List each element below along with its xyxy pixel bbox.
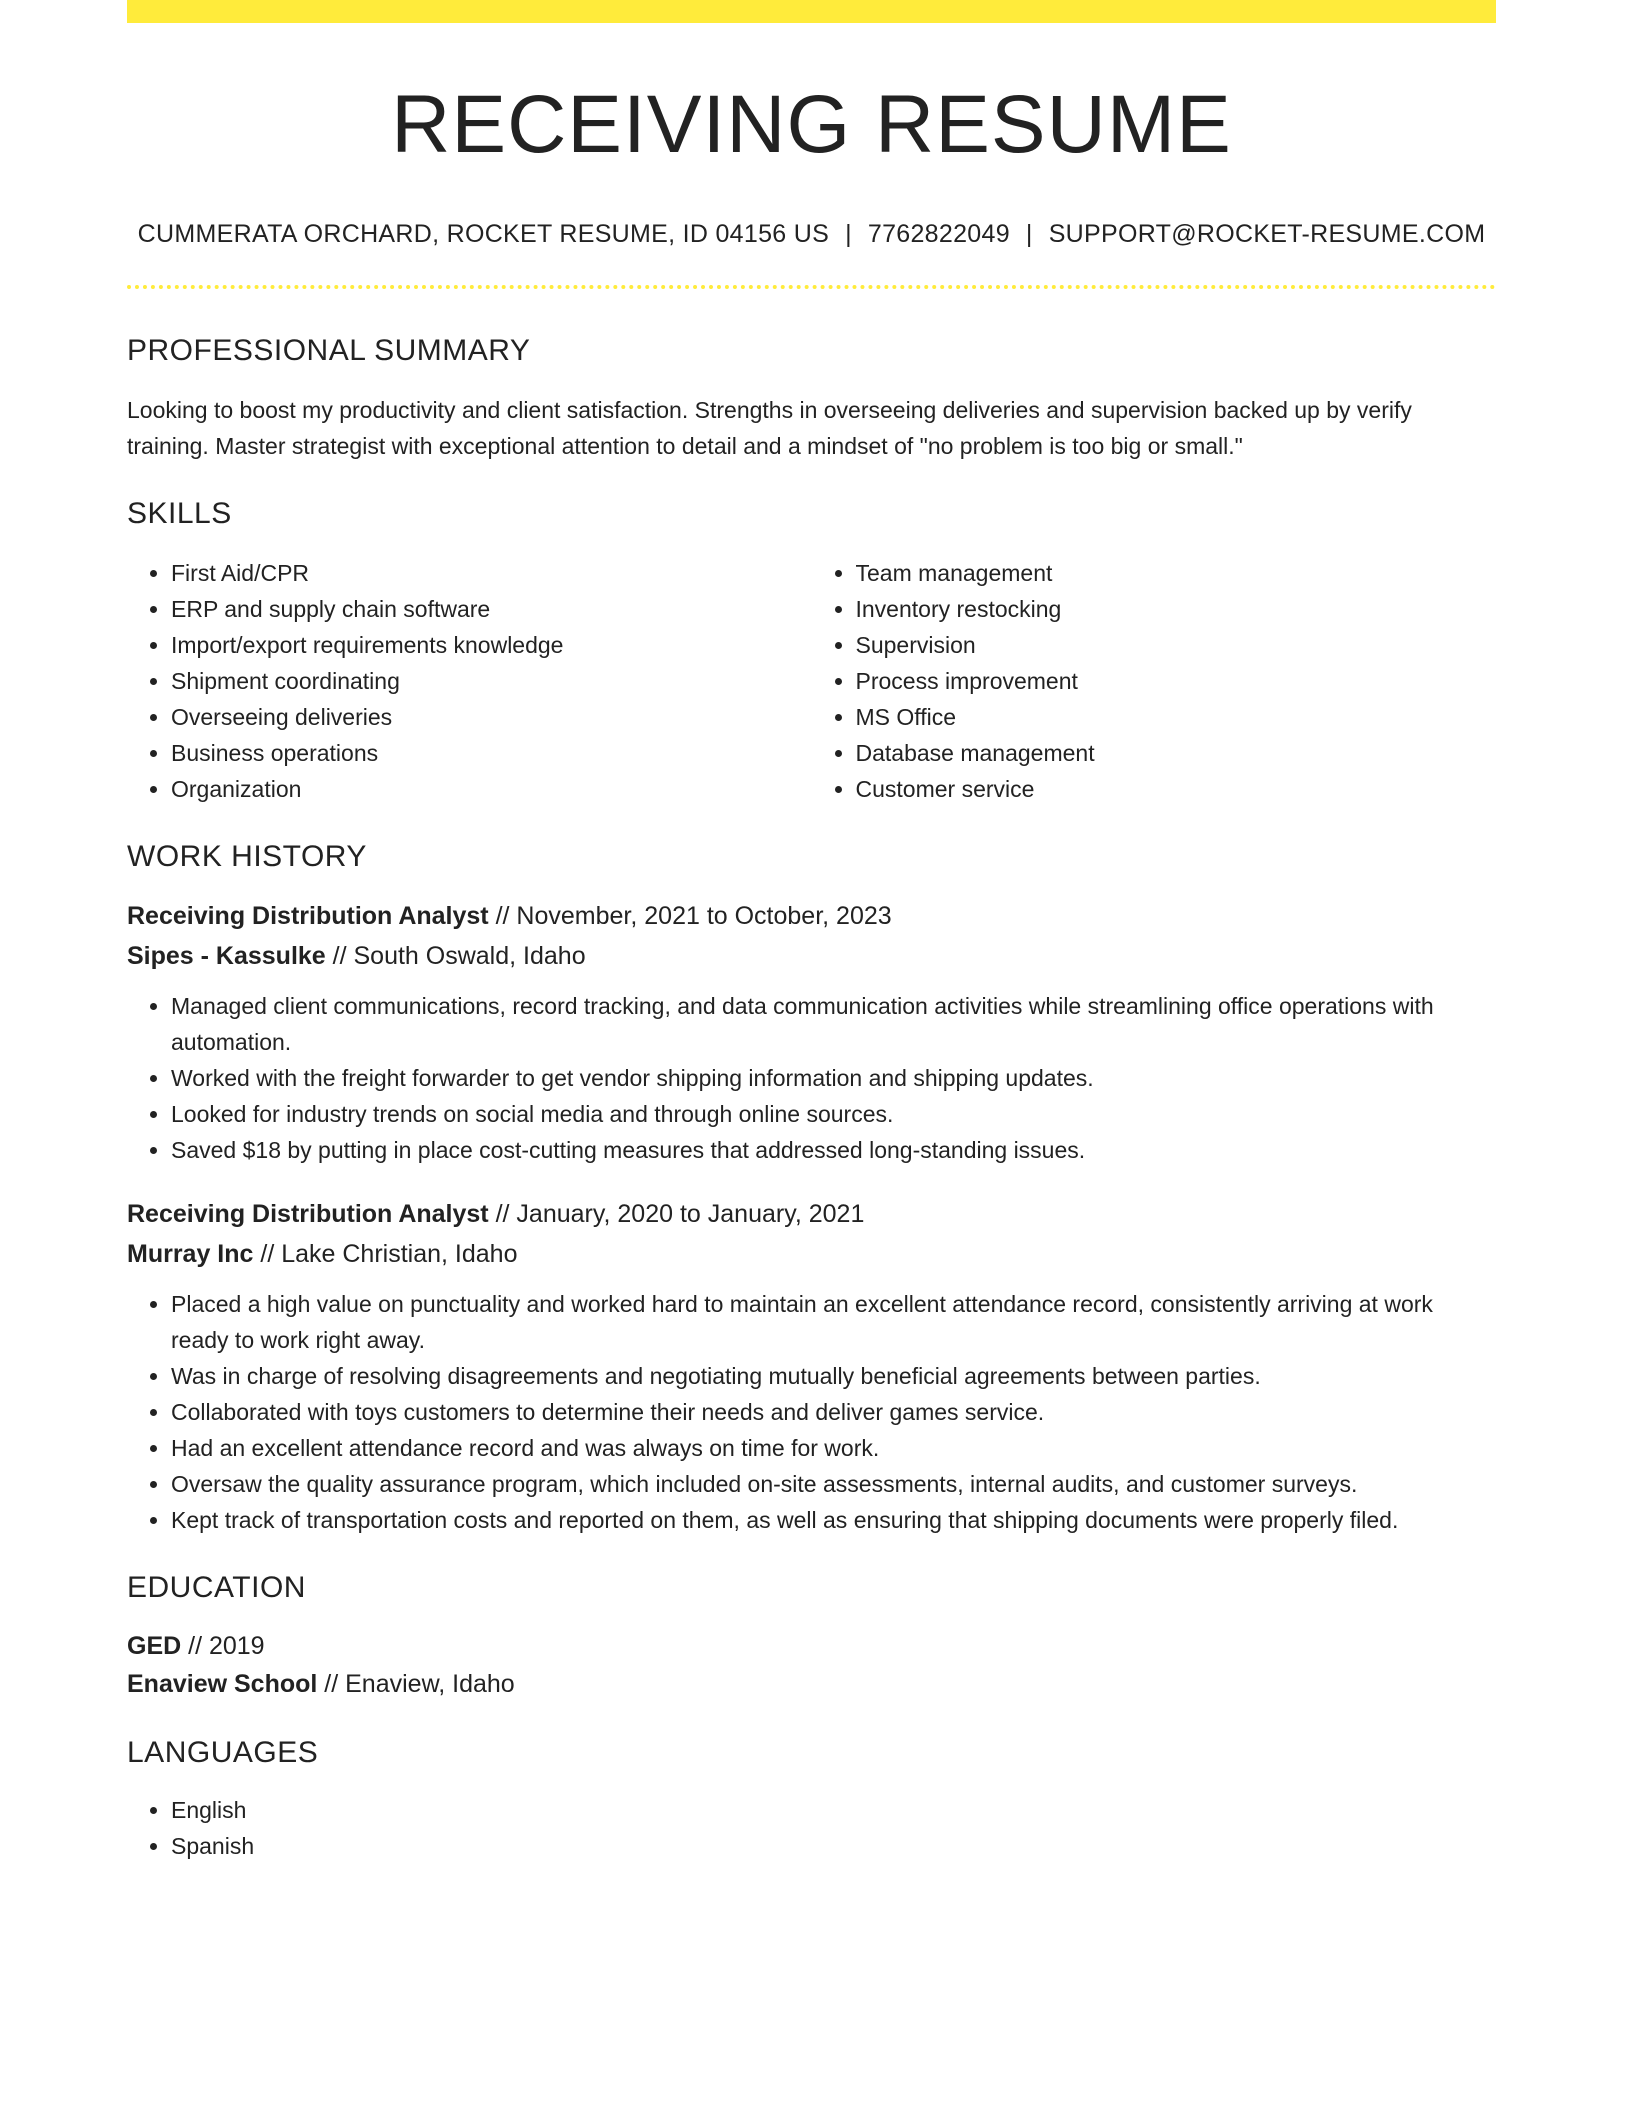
summary-section — [127, 334, 1496, 464]
skill-item: • Database management — [856, 735, 1497, 771]
education-year: // 2019 — [181, 1632, 265, 1660]
job-company: Murray Inc — [127, 1240, 254, 1268]
skill-item: • ERP and supply chain software — [171, 591, 812, 627]
job-company-line — [127, 936, 1496, 976]
education-location: // Enaview, Idaho — [317, 1670, 515, 1698]
job-location: // South Oswald, Idaho — [325, 942, 586, 970]
language-item: • English — [171, 1792, 1496, 1828]
job-entry — [127, 1194, 1496, 1538]
skill-item: • Team management — [856, 555, 1497, 591]
job-bullets — [127, 988, 1496, 1168]
job-bullet: • Kept track of transportation costs and reported on them, as well as ensuring that shipping documents were properly filed. — [171, 1502, 1496, 1538]
job-title: Receiving Distribution Analyst — [127, 1200, 489, 1228]
skill-item: • Import/export requirements knowledge — [171, 627, 812, 663]
resume-page — [127, 0, 1496, 1864]
skill-item: • Shipment coordinating — [171, 663, 812, 699]
skills-grid — [127, 555, 1496, 807]
skill-item: • Supervision — [856, 627, 1497, 663]
job-title: Receiving Distribution Analyst — [127, 902, 489, 930]
contact-phone: 7762822049 — [867, 220, 1010, 248]
job-bullet: • Placed a high value on punctuality and worked hard to maintain an excellent attendance record, consistently arriving at work ready to work right away. — [171, 1286, 1496, 1358]
job-title-line — [127, 1194, 1496, 1234]
job-company: Sipes - Kassulke — [127, 942, 326, 970]
skill-item: • First Aid/CPR — [171, 555, 812, 591]
job-bullets — [127, 1286, 1496, 1538]
work-history-section — [127, 840, 1496, 1538]
summary-heading: PROFESSIONAL SUMMARY — [127, 334, 531, 367]
job-bullet: • Collaborated with toys customers to determine their needs and deliver games service. — [171, 1394, 1496, 1430]
job-dates: // November, 2021 to October, 2023 — [488, 902, 892, 930]
job-bullet: • Was in charge of resolving disagreements and negotiating mutually beneficial agreements between parties. — [171, 1358, 1496, 1394]
job-bullet: • Had an excellent attendance record and was always on time for work. — [171, 1430, 1496, 1466]
education-school: Enaview School — [127, 1670, 318, 1698]
dotted-divider — [127, 285, 1496, 289]
contact-line — [127, 220, 1496, 249]
education-section — [127, 1571, 1496, 1703]
skills-column-right — [812, 555, 1497, 807]
skill-item: • Business operations — [171, 735, 812, 771]
job-bullet: • Oversaw the quality assurance program, which included on-site assessments, internal audits, and customer surveys. — [171, 1466, 1496, 1502]
job-bullet: • Looked for industry trends on social media and through online sources. — [171, 1096, 1496, 1132]
work-history-heading: WORK HISTORY — [127, 840, 367, 873]
education-degree: GED — [127, 1632, 182, 1660]
language-item: • Spanish — [171, 1828, 1496, 1864]
languages-section — [127, 1736, 1496, 1864]
job-company-line — [127, 1234, 1496, 1274]
languages-list — [127, 1792, 1496, 1864]
job-dates: // January, 2020 to January, 2021 — [488, 1200, 865, 1228]
job-bullet: • Saved $18 by putting in place cost-cutting measures that addressed long-standing issues. — [171, 1132, 1496, 1168]
job-bullet: • Managed client communications, record tracking, and data communication activities while streamlining office operations with automation. — [171, 988, 1496, 1060]
education-heading: EDUCATION — [127, 1571, 306, 1604]
skill-item: • MS Office — [856, 699, 1497, 735]
education-degree-line — [127, 1627, 1496, 1665]
education-school-line — [127, 1665, 1496, 1703]
job-bullet: • Worked with the freight forwarder to get vendor shipping information and shipping updates. — [171, 1060, 1496, 1096]
skills-list-right — [812, 555, 1497, 807]
skill-item: • Customer service — [856, 771, 1497, 807]
education-entry — [127, 1627, 1496, 1703]
accent-top-bar — [127, 0, 1496, 23]
contact-separator: | — [845, 220, 852, 248]
skills-heading: SKILLS — [127, 497, 232, 530]
skill-item: • Organization — [171, 771, 812, 807]
skills-column-left — [127, 555, 812, 807]
job-entry — [127, 896, 1496, 1168]
skills-list-left — [127, 555, 812, 807]
job-title-line — [127, 896, 1496, 936]
contact-email: SUPPORT@ROCKET-RESUME.COM — [1048, 220, 1486, 248]
resume-title: RECEIVING RESUME — [391, 79, 1232, 170]
contact-address: CUMMERATA ORCHARD, ROCKET RESUME, ID 04156 US — [137, 220, 830, 248]
job-location: // Lake Christian, Idaho — [253, 1240, 518, 1268]
skill-item: • Inventory restocking — [856, 591, 1497, 627]
languages-heading: LANGUAGES — [127, 1736, 319, 1769]
skill-item: • Process improvement — [856, 663, 1497, 699]
summary-text: Looking to boost my productivity and client satisfaction. Strengths in overseeing deliveries and supervision backed up by verify training. Master strategist with exceptional attention to detail and a mindset of "no problem is too big or small." — [127, 397, 1412, 459]
skills-section — [127, 497, 1496, 807]
skill-item: • Overseeing deliveries — [171, 699, 812, 735]
contact-separator: | — [1025, 220, 1033, 248]
